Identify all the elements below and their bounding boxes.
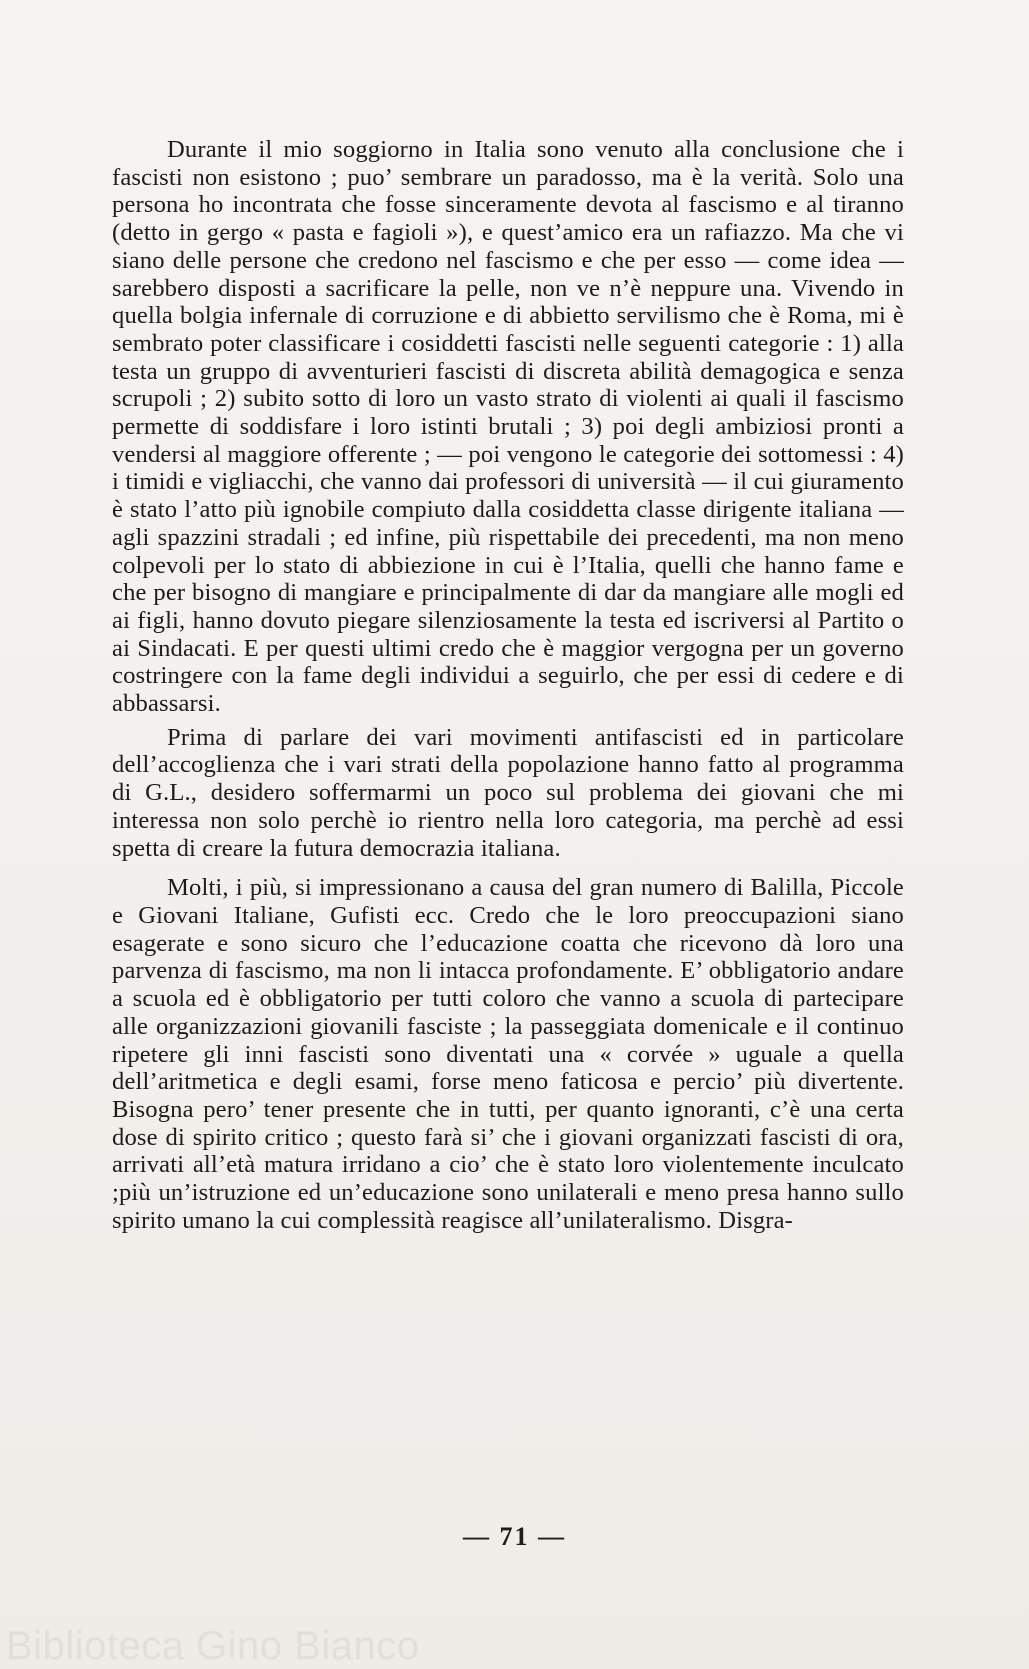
paragraph-1: Durante il mio soggiorno in Italia sono venuto alla conclusione che i fascisti non esistono ; puo’ sembrare un paradosso, ma è la verità. Solo una persona ho incontrata che fosse sinceramente devota al fascismo e al tiranno (detto in gergo « pasta e fagioli »), e quest’amico era un rafiazzo. Ma che vi siano delle persone che credono nel fascismo e che per esso — come idea — sarebbero disposti a sacrificare la pelle, non ve n’è neppure una. Vivendo in quella bolgia infernale di corruzione e di abbietto servilismo che è Roma, mi è sembrato poter classificare i cosiddetti fascisti nelle seguenti categorie : 1) alla testa un gruppo di avventurieri fascisti di discreta abilità demagogica e senza scrupoli ; 2) subito sotto di loro un vasto strato di violenti ai quali il fascismo permette di soddisfare i loro istinti brutali ; 3) poi degli ambiziosi pronti a vendersi al maggiore offerente ; — poi vengono le categorie dei sottomessi : 4) i timidi e vigliacchi, che vanno dai professori di università — il cui giuramento è stato l’atto più ignobile compiuto dalla cosiddetta classe dirigente italiana — agli spazzini stradali ; ed infine, più rispettabile dei precedenti, ma non meno colpevoli per lo stato di abbiezione in cui è l’Italia, quelli che hanno fame e che per bisogno di mangiare e principalmente di dar da mangiare alle mogli ed ai figli, hanno dovuto piegare silenziosamente la testa ed iscriversi al Partito o ai Sindacati. E per questi ultimi credo che è maggior vergogna per un governo costringere con la fame degli individui a seguirlo, che per essi di cedere e di abbassarsi. [112, 136, 904, 718]
paragraph-3: Molti, i più, si impressionano a causa del gran numero di Balilla, Piccole e Giovani Italiane, Gufisti ecc. Credo che le loro preoccupazioni siano esagerate e sono sicuro che l’educazione coatta che ricevono dà loro una parvenza di fascismo, ma non li intacca profondamente. E’ obbligatorio andare a scuola ed è obbligatorio per tutti coloro che vanno a scuola di partecipare alle organizzazioni giovanili fasciste ; la passeggiata domenicale e il continuo ripetere gli inni fascisti sono diventati una « corvée » uguale a quella dell’aritmetica e degli esami, forse meno faticosa e percio’ più divertente. Bisogna pero’ tener presente che in tutti, per quanto ignoranti, c’è una certa dose di spirito critico ; questo farà si’ che i giovani organizzati fascisti di ora, arrivati all’età matura irridano a cio’ che è stato loro violentemente inculcato ;più un’istruzione ed un’educazione sono unilaterali e meno presa hanno sullo spirito umano la cui complessità reagisce all’unilateralismo. Disgra- [112, 874, 904, 1234]
body-text [112, 136, 904, 1234]
library-watermark: Biblioteca Gino Bianco [6, 1624, 420, 1668]
paragraph-2: Prima di parlare dei vari movimenti antifascisti ed in particolare dell’accoglienza che i vari strati della popolazione hanno fatto al programma di G.L., desidero soffermarmi un poco sul problema dei giovani che mi interessa non solo perchè io rientro nella loro categoria, ma perchè ad essi spetta di creare la futura democrazia italiana. [112, 723, 904, 862]
page-number: — 71 — [463, 1522, 566, 1551]
